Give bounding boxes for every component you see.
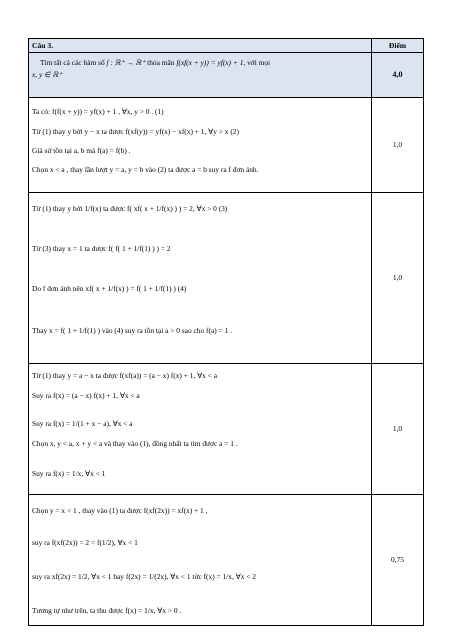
step-1-line: Chọn x < a , thay lần lượt y = a, y = b vào (2) ta được a = b suy ra f đơn ánh.	[32, 165, 259, 174]
step-1-points: 1,0	[372, 98, 424, 193]
step-4-content	[29, 495, 372, 626]
solution-document	[28, 38, 424, 626]
step-2-line: Từ (3) thay x = 1 ta được f( f( 1 + 1/f(1) ) ) = 2	[32, 244, 171, 253]
step-2-content	[29, 193, 372, 364]
step-3-points: 1,0	[372, 364, 424, 495]
step-3-line: Chọn x, y < a, x + y < a và thay vào (1), đồng nhất ta tìm được a = 1 .	[32, 439, 238, 448]
step-1-line: Ta có: f(f(x + y)) = yf(x) + 1 , ∀x, y > 0 . (1)	[32, 107, 164, 116]
step-4-points: 0,75	[372, 495, 424, 626]
step-2-points: 1,0	[372, 193, 424, 364]
step-1-row	[29, 98, 424, 193]
question-title: Câu 3.	[29, 39, 372, 53]
step-3-row	[29, 364, 424, 495]
problem-statement: Tìm tất cả các hàm số f : ℝ⁺ → ℝ⁺ thỏa mãn f(xf(x + y)) = yf(x) + 1, với mọi x, y ∈ ℝ⁺	[29, 53, 372, 98]
score-header: Điểm	[372, 39, 424, 53]
header-row	[29, 39, 424, 53]
step-3-content	[29, 364, 372, 495]
step-2-line: Do f đơn ánh nên xf( x + 1/f(x) ) = f( 1 + 1/f(1) ) (4)	[32, 284, 187, 293]
step-2-line: Thay x = f( 1 + 1/f(1) ) vào (4) suy ra tồn tại a > 0 sao cho f(a) = 1 .	[32, 326, 232, 335]
step-1-line: Giả sử tồn tại a, b mà f(a) = f(b) .	[32, 146, 131, 155]
step-2-line: Từ (1) thay y bởi 1/f(x) ta được f( xf( x + 1/f(x) ) ) = 2, ∀x > 0 (3)	[32, 204, 228, 213]
step-1-line: Từ (1) thay y bởi y − x ta được f(xf(y)) = yf(x) − xf(x) + 1, ∀y > x (2)	[32, 127, 239, 136]
step-3-line: Từ (1) thay y = a − x ta được f(xf(a)) = (a − x) f(x) + 1, ∀x < a	[32, 371, 218, 380]
step-4-line: Chọn y = x < 1 , thay vào (1) ta được f(xf(2x)) = xf(x) + 1 ,	[32, 506, 208, 515]
step-4-line: suy ra xf(2x) = 1/2, ∀x < 1 hay f(2x) = 1/(2x), ∀x < 1 tức f(x) = 1/x, ∀x < 2	[32, 572, 256, 581]
problem-row	[29, 53, 424, 98]
step-2-row	[29, 193, 424, 364]
step-3-line: Suy ra f(x) = (a − x) f(x) + 1, ∀x < a	[32, 391, 140, 400]
step-4-line: Tương tự như trên, ta thu được f(x) = 1/x, ∀x > 0 .	[32, 606, 182, 615]
step-3-line: Suy ra f(x) = 1/x, ∀x < 1	[32, 469, 106, 478]
step-4-row	[29, 495, 424, 626]
step-4-line: suy ra f(xf(2x)) = 2 = f(1/2), ∀x < 1	[32, 538, 138, 547]
step-1-content	[29, 98, 372, 193]
problem-points: 4,0	[372, 53, 424, 98]
step-3-line: Suy ra f(x) = 1/(1 + x − a), ∀x < a	[32, 419, 133, 428]
solution-table	[28, 38, 424, 626]
